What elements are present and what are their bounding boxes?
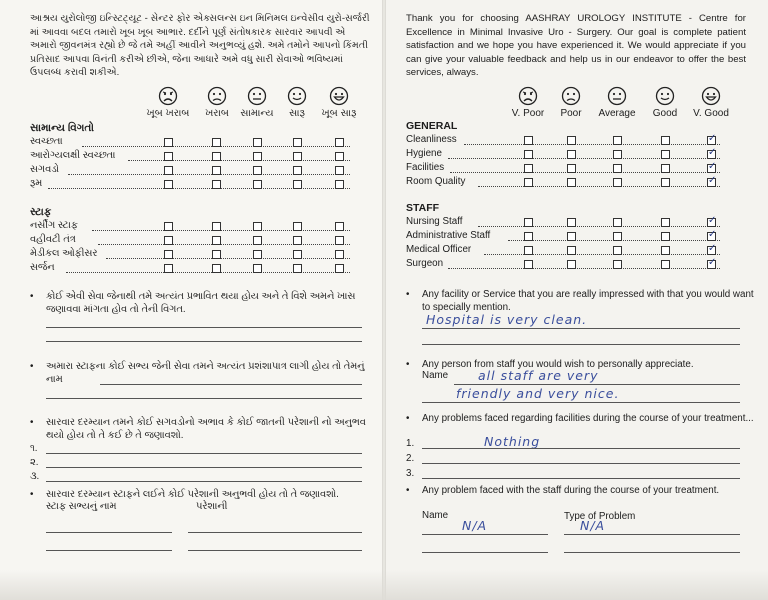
row-label: સર્જન	[30, 262, 55, 273]
checkbox-good[interactable]	[293, 236, 302, 245]
checkbox-very-bad[interactable]	[164, 138, 173, 147]
gujarati-question-1	[30, 290, 368, 316]
checkbox-very-good[interactable]	[707, 178, 716, 187]
checkbox-good[interactable]	[293, 264, 302, 273]
checkbox-poor[interactable]	[567, 246, 576, 255]
checkbox-average[interactable]	[613, 150, 622, 159]
dotted-leader	[98, 244, 350, 245]
right-page-english	[384, 0, 768, 600]
checkbox-very-poor[interactable]	[524, 260, 533, 269]
answer-line[interactable]	[564, 552, 740, 553]
question-text: Any problem faced with the staff during the course of your treatment.	[422, 485, 720, 496]
checkbox-good[interactable]	[661, 246, 670, 255]
neutral-face-icon	[607, 86, 627, 106]
bullet: •	[30, 291, 34, 302]
answer-line[interactable]	[422, 552, 548, 553]
checkbox-bad[interactable]	[212, 138, 221, 147]
gujarati-general-title: સામાન્ય વિગતો	[30, 122, 95, 134]
big-smile-face-icon	[701, 86, 721, 106]
dotted-leader	[128, 160, 350, 161]
question-text: Any person from staff you would wish to personally appreciate.	[422, 359, 694, 370]
handwritten-name-answer: N/A	[462, 518, 488, 533]
rating-label: ખૂબ ખરાબ	[146, 108, 190, 119]
row-label: Medical Officer	[406, 244, 472, 255]
question-text: સારવાર દરમ્યાન તમને કોઈ સગવડોનો અભાવ કે કોઈ જાતની પરેશાની નો અનુભવ થયો હોય તો તે કઈ છે તે જણાવશો.	[46, 417, 366, 441]
rating-label: Good	[652, 108, 678, 119]
list-number: 2.	[406, 453, 415, 464]
row-label: આરોગ્યલક્ષી સ્વચ્છતા	[30, 150, 116, 161]
bullet: •	[30, 489, 34, 500]
dotted-leader	[68, 174, 350, 175]
row-label: સ્વચ્છતા	[30, 136, 63, 147]
answer-line[interactable]	[454, 384, 740, 385]
checkbox-good[interactable]	[661, 136, 670, 145]
checkbox-very-bad[interactable]	[164, 250, 173, 259]
checkbox-very-bad[interactable]	[164, 166, 173, 175]
answer-line[interactable]	[422, 344, 740, 345]
answer-line[interactable]	[188, 532, 362, 533]
answer-line[interactable]	[564, 534, 740, 535]
smile-face-icon	[287, 86, 307, 106]
row-label: વહીવટી તંત્ર	[30, 234, 76, 245]
checkbox-very-good[interactable]	[707, 136, 716, 145]
checkbox-poor[interactable]	[567, 232, 576, 241]
smile-face-icon	[655, 86, 675, 106]
checkbox-average[interactable]	[253, 236, 262, 245]
question-text: સારવાર દરમ્યાન સ્ટાફને લઈને કોઈ પરેશાની અનુભવી હોય તો તે જણાવશો.	[46, 489, 339, 500]
checkbox-average[interactable]	[613, 136, 622, 145]
page-edge-shadow	[0, 570, 768, 600]
checkbox-very-good[interactable]	[707, 150, 716, 159]
checkbox-very-poor[interactable]	[524, 178, 533, 187]
row-label: Nursing Staff	[406, 216, 463, 227]
checkbox-very-bad[interactable]	[164, 152, 173, 161]
rating-label: ખરાબ	[205, 108, 229, 119]
row-label: મેડીકલ ઓફીસર	[30, 248, 98, 259]
gujarati-question-4	[30, 488, 368, 501]
dotted-leader	[92, 230, 350, 231]
dotted-leader	[464, 144, 720, 145]
table-row	[384, 216, 768, 230]
checkbox-bad[interactable]	[212, 166, 221, 175]
table-row	[0, 220, 384, 234]
checkbox-very-poor[interactable]	[524, 218, 533, 227]
gujarati-question-3	[30, 416, 368, 442]
checkbox-very-good[interactable]	[707, 232, 716, 241]
answer-line[interactable]	[422, 448, 740, 449]
dotted-leader	[448, 158, 720, 159]
dotted-leader	[106, 258, 350, 259]
bullet: •	[406, 485, 410, 496]
english-question-1	[406, 288, 756, 314]
answer-line[interactable]	[46, 532, 172, 533]
checkbox-very-poor[interactable]	[524, 150, 533, 159]
checkbox-very-poor[interactable]	[524, 164, 533, 173]
checkbox-good[interactable]	[661, 218, 670, 227]
checkbox-good[interactable]	[661, 260, 670, 269]
checkbox-poor[interactable]	[567, 178, 576, 187]
english-general-title: GENERAL	[406, 120, 458, 132]
dotted-leader	[478, 226, 720, 227]
row-label: Room Quality	[406, 176, 466, 187]
checkbox-very-good[interactable]	[335, 250, 344, 259]
dotted-leader	[448, 268, 720, 269]
neutral-face-icon	[247, 86, 267, 106]
name-label: Name	[422, 370, 449, 381]
bullet: •	[406, 289, 410, 300]
checkbox-average[interactable]	[613, 178, 622, 187]
row-label: Surgeon	[406, 258, 444, 269]
handwritten-answer-1: Hospital is very clean.	[426, 312, 588, 327]
checkbox-poor[interactable]	[567, 150, 576, 159]
page-crease	[382, 0, 386, 600]
answer-line[interactable]	[46, 467, 362, 468]
checkbox-average[interactable]	[613, 164, 622, 173]
rating-label: Average	[598, 108, 636, 119]
checkbox-good[interactable]	[661, 232, 670, 241]
table-row	[384, 230, 768, 244]
table-row	[384, 148, 768, 162]
gujarati-question-2	[30, 360, 368, 386]
checkbox-very-good[interactable]	[335, 152, 344, 161]
checkbox-very-good[interactable]	[335, 180, 344, 189]
table-row	[384, 244, 768, 258]
checkbox-very-poor[interactable]	[524, 246, 533, 255]
dotted-leader	[484, 254, 720, 255]
list-number: 3.	[406, 468, 415, 479]
english-question-4	[406, 484, 756, 497]
rating-label: સારૂ	[289, 108, 305, 119]
row-label: સગવડો	[30, 164, 60, 175]
handwritten-answer-2a: all staff are very	[478, 368, 599, 383]
checkbox-good[interactable]	[293, 138, 302, 147]
checkbox-bad[interactable]	[212, 236, 221, 245]
answer-line[interactable]	[422, 402, 740, 403]
gujarati-staff-title: સ્ટાફ	[30, 206, 52, 218]
answer-line[interactable]	[46, 453, 362, 454]
checkbox-average[interactable]	[613, 246, 622, 255]
bullet: •	[406, 413, 410, 424]
answer-line[interactable]	[46, 341, 362, 342]
answer-line[interactable]	[188, 550, 362, 551]
checkbox-very-bad[interactable]	[164, 264, 173, 273]
very-sad-face-icon	[158, 86, 178, 106]
rating-label: V. Poor	[511, 108, 545, 119]
question-text: Any facility or Service that you are really impressed with that you would want to specially mention.	[422, 289, 754, 313]
answer-line[interactable]	[100, 384, 362, 385]
rating-very-good	[679, 86, 743, 119]
checkbox-bad[interactable]	[212, 264, 221, 273]
checkbox-very-bad[interactable]	[164, 222, 173, 231]
rating-label: V. Good	[693, 108, 729, 119]
bullet: •	[30, 361, 34, 372]
checkbox-very-poor[interactable]	[524, 232, 533, 241]
checkbox-good[interactable]	[661, 150, 670, 159]
checkbox-very-good[interactable]	[335, 138, 344, 147]
checkbox-average[interactable]	[613, 232, 622, 241]
question-text: Any problems faced regarding facilities during the course of your treatment...	[422, 413, 754, 424]
problem-label: પરેશાની	[196, 501, 228, 512]
rating-very-good	[307, 86, 371, 119]
checkbox-poor[interactable]	[567, 218, 576, 227]
list-number: 1.	[406, 438, 415, 449]
row-label: રૂમ	[30, 178, 43, 189]
checkbox-good[interactable]	[293, 250, 302, 259]
table-row	[0, 262, 384, 276]
type-of-problem-label: Type of Problem	[564, 511, 636, 522]
checkbox-good[interactable]	[661, 164, 670, 173]
big-smile-face-icon	[329, 86, 349, 106]
english-staff-title: STAFF	[406, 202, 440, 214]
table-row	[384, 258, 768, 272]
row-label: Facilities	[406, 162, 445, 173]
checkbox-average[interactable]	[253, 138, 262, 147]
table-row	[384, 134, 768, 148]
checkbox-very-bad[interactable]	[164, 180, 173, 189]
checkbox-very-good[interactable]	[335, 222, 344, 231]
handwritten-type-answer: N/A	[580, 518, 606, 533]
checkbox-bad[interactable]	[212, 222, 221, 231]
table-row	[0, 136, 384, 150]
checkbox-good[interactable]	[661, 178, 670, 187]
dotted-leader	[48, 188, 350, 189]
dotted-leader	[66, 272, 350, 273]
checkbox-bad[interactable]	[212, 152, 221, 161]
checkbox-poor[interactable]	[567, 136, 576, 145]
answer-line[interactable]	[422, 478, 740, 479]
dotted-leader	[450, 172, 720, 173]
table-row	[0, 164, 384, 178]
english-intro-text: Thank you for choosing AASHRAY UROLOGY INSTITUTE - Centre for Excellence in Minimal Invasive Uro - Surgery. Our goal is complete patient satisfaction and we hope you have experienced it. We would appreciate if you can give your valuable feedback and help us in our endeavor to offer the best services, always.	[406, 13, 746, 79]
checkbox-very-good[interactable]	[707, 260, 716, 269]
checkbox-poor[interactable]	[567, 164, 576, 173]
checkbox-average[interactable]	[253, 180, 262, 189]
list-number: ૨.	[30, 457, 39, 468]
table-row	[384, 162, 768, 176]
answer-line[interactable]	[46, 481, 362, 482]
checkbox-bad[interactable]	[212, 180, 221, 189]
name-label: Name	[422, 510, 449, 521]
list-number: ૧.	[30, 443, 38, 454]
checkbox-very-bad[interactable]	[164, 236, 173, 245]
checkbox-very-good[interactable]	[335, 166, 344, 175]
rating-label: ખૂબ સારૂ	[321, 108, 357, 119]
very-sad-face-icon	[518, 86, 538, 106]
checkbox-good[interactable]	[293, 166, 302, 175]
answer-line[interactable]	[46, 550, 172, 551]
gujarati-intro-text: આશ્રય યુરોલોજી ઇન્સ્ટિટ્યૂટ - સેન્ટર ફોર એક્સલન્સ ઇન મિનિમલ ઇન્વેસીવ યુરો-સર્જરી માં આવવા બદલ તમારો ખૂબ ખૂબ આભાર. દર્દીને પૂર્ણ સંતોષકારક સારવાર આપવી એ અમારો જીવનમંત્ર રહ્યો છે જે તમે અહીં આવીને અનુભવ્યું હશે. અમે તમોને આપનો કિંમતી પ્રતિસાદ આપવા વિનંતી કરીએ છીએ, જેના આધારે અમે વધુ સારી સેવાઓ ભવિષ્યમાં ઉપલબ્ધ કરાવી શકીએ.	[30, 13, 370, 79]
checkbox-good[interactable]	[293, 222, 302, 231]
sad-face-icon	[207, 86, 227, 106]
checkbox-average[interactable]	[253, 250, 262, 259]
table-row	[0, 234, 384, 248]
checkbox-average[interactable]	[613, 260, 622, 269]
row-label: Cleanliness	[406, 134, 457, 145]
checkbox-poor[interactable]	[567, 260, 576, 269]
answer-line[interactable]	[46, 327, 362, 328]
checkbox-good[interactable]	[293, 180, 302, 189]
staff-name-label: સ્ટાફ સભ્યનું નામ	[46, 501, 117, 512]
question-text: અમારા સ્ટાફના કોઈ સભ્ય જેની સેવા તમને અત્યંત પ્રશંશાપાત્ર લાગી હોય તો તેમનું નામ	[46, 361, 365, 385]
checkbox-average[interactable]	[253, 152, 262, 161]
dotted-leader	[478, 186, 720, 187]
bullet: •	[406, 359, 410, 370]
row-label: નર્સીંગ સ્ટાફ	[30, 220, 78, 231]
question-text: કોઈ એવી સેવા જેનાથી તમે અત્યંત પ્રભાવિત થયા હોય અને તે વિશે અમને ખાસ જણાવવા માંગતા હોવ તો તેની વિગત.	[46, 291, 356, 315]
table-row	[0, 178, 384, 192]
sad-face-icon	[561, 86, 581, 106]
checkbox-bad[interactable]	[212, 250, 221, 259]
checkbox-very-good[interactable]	[335, 264, 344, 273]
checkbox-average[interactable]	[613, 218, 622, 227]
table-row	[0, 248, 384, 262]
english-question-3	[406, 412, 756, 425]
checkbox-average[interactable]	[253, 264, 262, 273]
bullet: •	[30, 417, 34, 428]
answer-line[interactable]	[422, 534, 548, 535]
checkbox-good[interactable]	[293, 152, 302, 161]
checkbox-average[interactable]	[253, 222, 262, 231]
rating-label: Poor	[560, 108, 582, 119]
row-label: Administrative Staff	[406, 230, 491, 241]
table-row	[0, 150, 384, 164]
answer-line[interactable]	[422, 463, 740, 464]
table-row	[384, 176, 768, 190]
rating-label: સામાન્ય	[240, 108, 274, 119]
answer-line[interactable]	[46, 398, 362, 399]
checkbox-very-good[interactable]	[707, 164, 716, 173]
checkbox-average[interactable]	[253, 166, 262, 175]
handwritten-answer-3: Nothing	[484, 434, 541, 449]
handwritten-answer-2b: friendly and very nice.	[456, 386, 620, 401]
row-label: Hygiene	[406, 148, 442, 159]
checkbox-very-good[interactable]	[707, 246, 716, 255]
answer-line[interactable]	[422, 328, 740, 329]
checkbox-very-good[interactable]	[335, 236, 344, 245]
checkbox-very-poor[interactable]	[524, 136, 533, 145]
checkbox-very-good[interactable]	[707, 218, 716, 227]
list-number: ૩.	[30, 471, 40, 482]
